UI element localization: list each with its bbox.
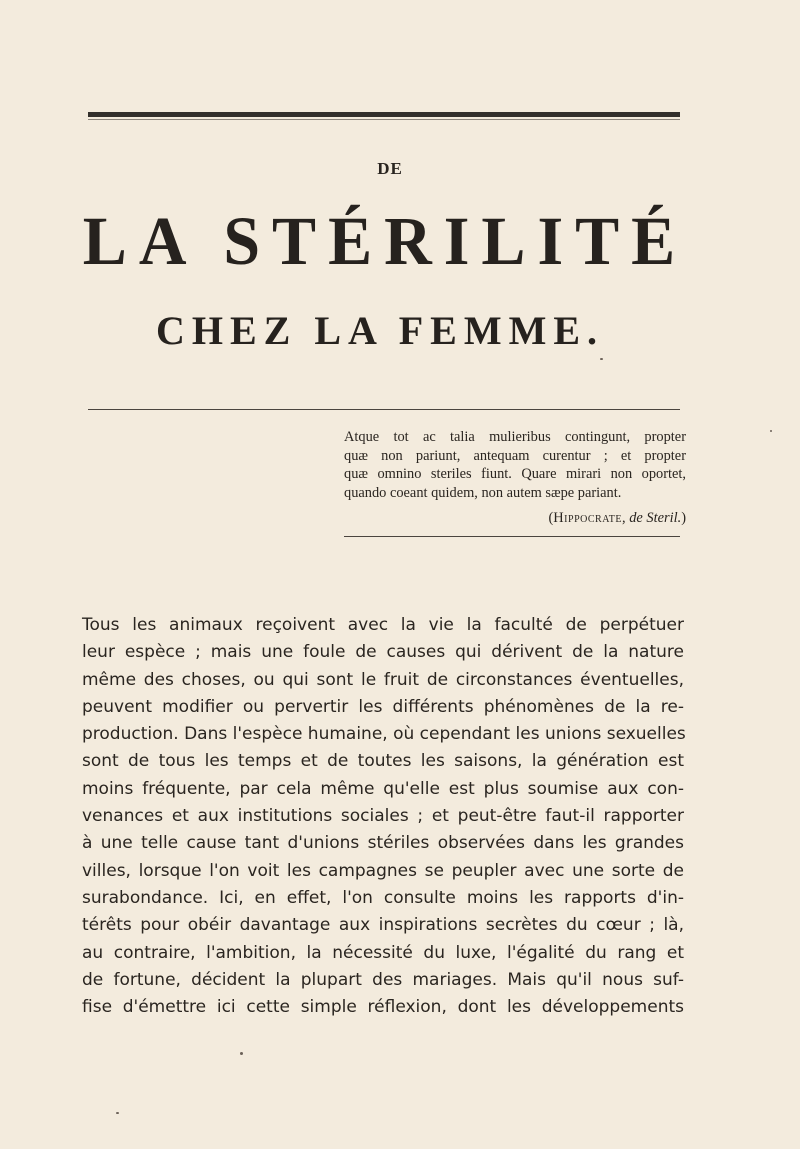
body-line: surabondance. Ici, en effet, l'on consulte moins les rapports d'in- — [82, 887, 684, 908]
body-line: sont de tous les temps et de toutes les saisons, la génération est — [82, 751, 684, 772]
epigraph-quote — [344, 428, 686, 502]
body-line: villes, lorsque l'on voit les campagnes se peupler avec une sorte de — [82, 860, 684, 881]
body-line: de fortune, décident la plupart des mariages. Mais qu'il nous suf- — [82, 969, 684, 990]
epigraph-line: quæ omnino steriles fiunt. Quare mirari non oportet, — [344, 466, 686, 482]
body-line: même des choses, ou qui sont le fruit de circonstances éventuelles, — [82, 669, 684, 690]
paper-speck — [770, 430, 772, 432]
page-subtitle: CHEZ LA FEMME. — [155, 308, 605, 353]
attribution-work: de Steril. — [629, 510, 682, 526]
epigraph-line: quæ non pariunt, antequam curentur ; et propter — [344, 447, 686, 464]
body-line: fise d'émettre ici cette simple réflexion, dont les développements — [82, 997, 684, 1018]
title-preposition: DE — [377, 159, 403, 178]
body-line: venances et aux institutions sociales ; et peut-être faut-il rapporter — [82, 806, 684, 827]
body-line: térêts pour obéir davantage aux inspirations secrètes du cœur ; là, — [82, 915, 684, 936]
body-line: à une telle cause tant d'unions stériles observées dans les grandes — [82, 833, 684, 854]
attribution-close-paren: ) — [681, 510, 686, 526]
title-divider-rule — [88, 409, 680, 410]
epigraph-attribution — [344, 510, 686, 527]
body-line: Tous les animaux reçoivent avec la vie la faculté de perpétuer — [82, 615, 684, 635]
top-thick-rule — [88, 112, 680, 117]
body-line: peuvent modifier ou pervertir les différents phénomènes de la re- — [82, 696, 684, 717]
body-line: au contraire, l'ambition, la nécessité du luxe, l'égalité du rang et — [82, 942, 684, 963]
body-line: leur espèce ; mais une foule de causes qui dérivent de la nature — [82, 642, 684, 663]
paper-speck — [240, 1052, 243, 1055]
top-thin-rule — [88, 119, 680, 120]
attribution-author: Hippocrate — [553, 510, 623, 526]
paper-speck — [116, 1112, 119, 1114]
page-title: LA STÉRILITÉ — [82, 203, 688, 280]
paper-speck — [600, 358, 603, 360]
epigraph-rule — [344, 536, 680, 537]
attribution-separator: , — [622, 510, 630, 526]
epigraph-line: quando coeant quidem, non autem sæpe pariant. — [344, 484, 622, 501]
epigraph-line: Atque tot ac talia mulieribus contingunt, propter — [344, 429, 686, 445]
body-line: moins fréquente, par cela même qu'elle est plus soumise aux con- — [82, 778, 684, 799]
body-line: production. Dans l'espèce humaine, où cependant les unions sexuelles — [82, 724, 686, 745]
attribution-open-paren: ( — [548, 510, 554, 526]
body-paragraph — [82, 612, 684, 1021]
